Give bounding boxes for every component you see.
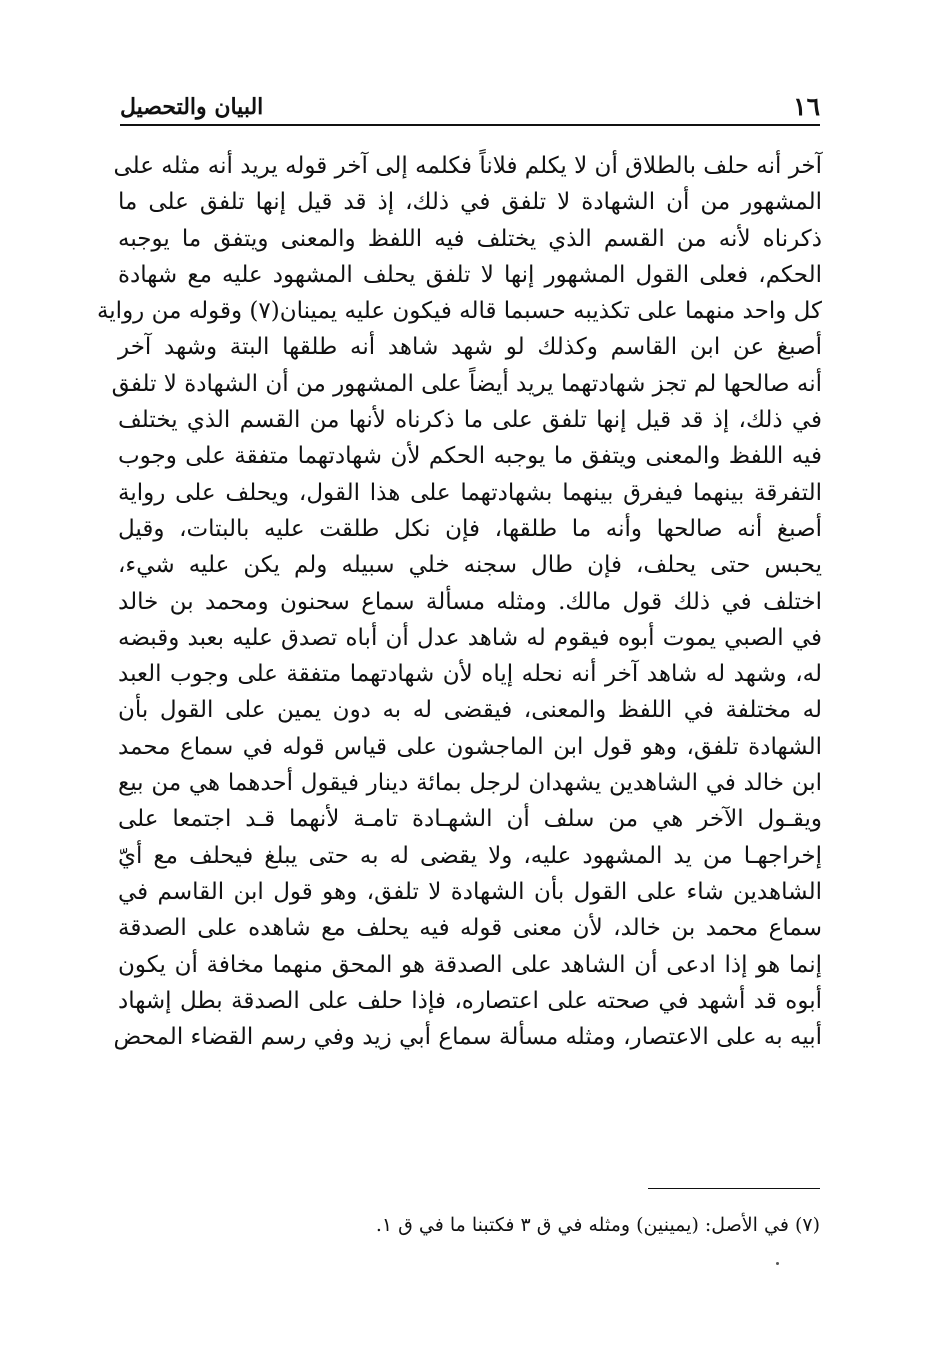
footnote-separator bbox=[648, 1188, 820, 1189]
text-line: أصبغ عن ابن القاسم وكذلك لو شهد شاهد أنه طلقها البتة وشهد آخر bbox=[118, 334, 822, 361]
text-line: له، وشهد له شاهد آخر أنه نحله إياه لأن شهادتهما متفقة على وجوب العبد bbox=[118, 661, 822, 688]
text-line: الشهادة تلفق، وهو قول ابن الماجشون على قياس قوله في سماع محمد bbox=[118, 733, 822, 760]
text-line: ويقـول الآخر هي من سلف أن الشهـادة تامـة لأنهما قـد اجتمعا على bbox=[118, 806, 822, 833]
text-line: يحبس حتى يحلف، فإن طال سجنه خلي سبيله ولم يكن عليه شيء، bbox=[118, 552, 822, 579]
text-line: أصبغ أنه صالحها وأنه ما طلقها، فإن نكل طلقت عليه بالبتات، وقيل bbox=[118, 515, 822, 542]
text-line: إنما هو إذا ادعى أن الشاهد على الصدقة هو المحق منهما مخافة أن يكون bbox=[118, 951, 822, 978]
header-rule bbox=[120, 124, 820, 126]
text-line: فيه اللفظ والمعنى ويتفق ما يوجبه الحكم لأن شهادتهما متفقة على وجوب bbox=[118, 443, 822, 470]
text-line: له مختلفة في اللفظ والمعنى، فيقضى له به دون يمين على القول بأن bbox=[118, 697, 822, 724]
text-line: التفرقة بينهما فيفرق بينهما بشهادتهما على هذا القول، ويحلف على رواية bbox=[118, 479, 822, 506]
text-line: آخر أنه حلف بالطلاق أن لا يكلم فلاناً فكلمه إلى آخر قوله يريد أنه مثله على bbox=[113, 153, 822, 179]
text-line: أبيه به على الاعتصار، ومثله مسألة سماع أبي زيد وفي رسم القضاء المحض bbox=[113, 1024, 822, 1051]
text-line: في ذلك، إذ قد قيل إنها تلفق على ما ذكرناه لأنها من القسم الذي يختلف bbox=[118, 407, 822, 434]
text-line: الشاهدين شاء على القول بأن الشهادة لا تلفق، وهو قول ابن القاسم في bbox=[118, 878, 822, 905]
text-line: أنه صالحها لم تجز شهادتهما يريد أيضاً على المشهور من أن الشهادة لا تلفق bbox=[111, 370, 822, 397]
text-line: كل واحد منهما على تكذيبه حسبما قاله فيكون عليه يمينان(٧) وقوله من رواية bbox=[96, 298, 822, 325]
running-title: البيان والتحصيل bbox=[120, 94, 264, 120]
text-line: سماع محمد بن خالد، لأن معنى قوله فيه يحلف مع شاهده على الصدقة bbox=[118, 915, 822, 942]
text-line: اختلف في ذلك قول مالك. ومثله مسألة سماع سحنون ومحمد بن خالد bbox=[118, 588, 822, 615]
text-line: ابن خالد في الشاهدين يشهدان لرجل بمائة دينار فيقول أحدهما هي من بيع bbox=[118, 770, 822, 797]
page-header bbox=[120, 92, 820, 124]
text-line: في الصبي يموت أبوه فيقوم له شاهد عدل أن أباه تصدق عليه بعبد وقبضه bbox=[118, 624, 822, 651]
text-line: إخراجهـا من يد المشهود عليه، ولا يقضى له به حتى يبلغ فيحلف مع أيّ bbox=[118, 842, 822, 869]
text-line: المشهور من أن الشهادة لا تلفق في ذلك، إذ قد قيل إنها تلفق على ما bbox=[118, 189, 822, 216]
footnote: (٧) في الأصل: (يمينين) ومثله في ق ٣ فكتبنا ما في ق ١. bbox=[375, 1214, 820, 1236]
page-number: ١٦ bbox=[793, 92, 820, 121]
body-text bbox=[96, 148, 822, 1055]
text-line: أبوه قد أشهد في صحته على اعتصاره، فإذا حلف على الصدقة بطل إشهاد bbox=[118, 987, 822, 1014]
speck-mark bbox=[776, 1262, 779, 1265]
text-line: الحكم، فعلى القول المشهور إنها لا تلفق يحلف المشهود عليه مع شهادة bbox=[118, 261, 822, 288]
text-line: ذكرناه لأنه من القسم الذي يختلف فيه اللفظ والمعنى ويتفق ما يوجبه bbox=[118, 225, 822, 252]
